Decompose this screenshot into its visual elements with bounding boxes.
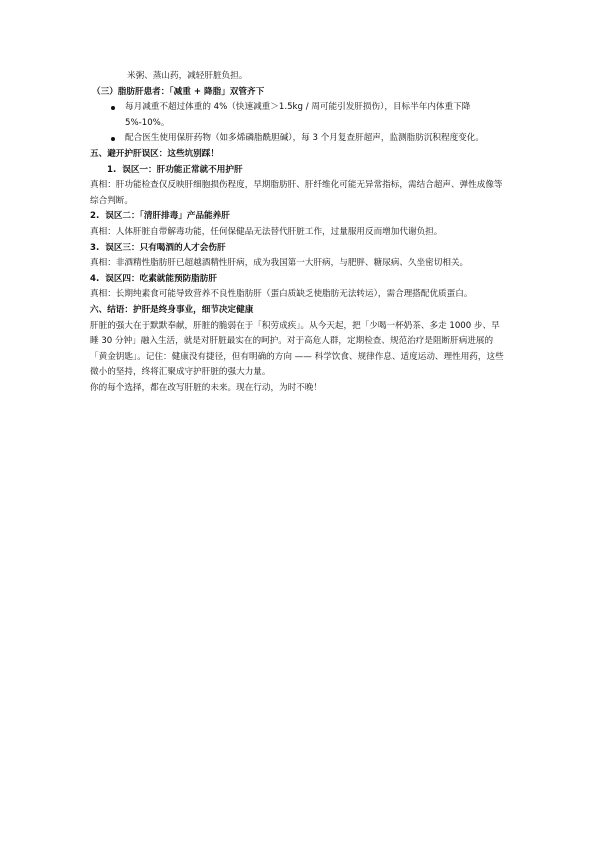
myth-one-title: 1. 误区一：肝功能正常就不用护肝 xyxy=(107,164,243,175)
myth-one-truth: 真相：肝功能检查仅反映肝细胞损伤程度，早期脂肪肝、肝纤维化可能无异常指标，需结合超声、弹性成像等综合判断。 xyxy=(90,180,503,206)
myth-two-title: 2. 误区二：「清肝排毒」产品能养肝 xyxy=(90,211,230,222)
list-item-text: 配合医生使用保肝药物（如多烯磷脂酰胆碱），每 3 个月复查肝超声，监测脂肪沉积程度变化。 xyxy=(125,133,484,144)
section-six-heading: 六、结语：护肝是终身事业，细节决定健康 xyxy=(90,304,254,315)
section-five-heading: 五、避开护肝误区：这些坑别踩！ xyxy=(90,148,219,159)
myth-two-truth: 真相：人体肝脏自带解毒功能，任何保健品无法替代肝脏工作，过量服用反而增加代谢负担。 xyxy=(90,226,443,237)
fatty-liver-list xyxy=(90,100,506,147)
list-item xyxy=(90,100,506,131)
myth-three-truth: 真相：非酒精性脂肪肝已超越酒精性肝病，成为我国第一大肝病，与肥胖、糖尿病、久坐密切相关。 xyxy=(90,258,469,269)
conclusion-paragraph: 肝脏的强大在于默默奉献，肝脏的脆弱在于「积劳成疾」。从今天起，把「少喝一杯奶茶、多走 1000 步、早睡 30 分钟」融入生活，就是对肝脏最实在的呵护。对于高危人群，定期检查、规范治疗是阻断肝病进展的「黄金钥匙」。记住：健康没有捷径，但有明确的方向 —— 科学饮食、规律作息、适度运动、理性用药，这些微小的坚持，终将汇聚成守护肝脏的强大力量。 xyxy=(90,320,504,378)
myth-four-title: 4. 误区四：吃素就能预防脂肪肝 xyxy=(90,273,217,284)
myth-four-truth: 真相：长期纯素食可能导致营养不良性脂肪肝（蛋白质缺乏使脂肪无法转运），需合理搭配优质蛋白。 xyxy=(90,289,473,300)
document-content xyxy=(90,69,506,396)
list-item xyxy=(90,131,506,147)
bullet-icon xyxy=(111,137,115,141)
fatty-liver-heading: （三）脂肪肝患者：「减重 + 降脂」双管齐下 xyxy=(92,86,265,97)
list-item-text: 每月减重不超过体重的 4%（快速减重＞1.5kg / 周可能引发肝损伤），目标半年内体重下降 5%-10%。 xyxy=(125,102,471,128)
closing-line: 你的每个选择，都在改写肝脏的未来。现在行动，为时不晚！ xyxy=(90,382,323,393)
bullet-icon xyxy=(111,106,115,110)
myth-three-title: 3. 误区三：只有喝酒的人才会伤肝 xyxy=(90,242,226,253)
continued-text: 米粥、蒸山药，减轻肝脏负担。 xyxy=(127,71,248,81)
